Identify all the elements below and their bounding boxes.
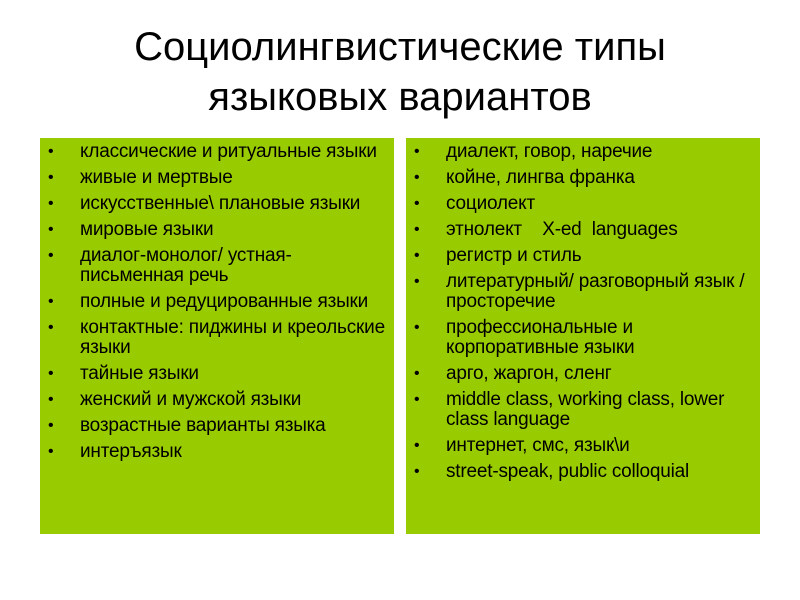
list-item (40, 168, 394, 188)
list-item-text: живые и мертвые (80, 167, 233, 188)
list-item-text: интеръязык (80, 441, 182, 462)
bullet-icon: • (48, 195, 54, 212)
left-panel (40, 138, 394, 534)
bullet-icon: • (48, 169, 54, 186)
bullet-icon: • (48, 293, 54, 310)
list-item (40, 220, 394, 240)
list-item (406, 462, 760, 482)
list-item (406, 142, 760, 162)
list-item (406, 390, 760, 430)
list-item (406, 364, 760, 384)
right-panel (406, 138, 760, 534)
bullet-icon: • (48, 365, 54, 382)
list-item (406, 194, 760, 214)
list-item-text: street-speak, public colloquial (446, 461, 690, 482)
list-item (40, 194, 394, 214)
list-item (40, 142, 394, 162)
bullet-icon: • (48, 143, 54, 160)
list-item-text: литературный/ разговорный язык / просторечие (446, 271, 745, 312)
bullet-icon: • (414, 365, 420, 382)
list-item-text: социолект (446, 193, 536, 214)
bullet-icon: • (414, 169, 420, 186)
bullet-icon: • (48, 319, 54, 336)
bullet-icon: • (414, 319, 420, 336)
bullet-icon: • (414, 273, 420, 290)
list-item-text: контактные: пиджины и креольские языки (80, 317, 385, 358)
list-item-text: диалект, говор, наречие (446, 141, 653, 162)
bullet-icon: • (48, 247, 54, 264)
list-item (40, 292, 394, 312)
bullet-icon: • (414, 437, 420, 454)
list-item-text: мировые языки (80, 219, 214, 240)
list-item-text: тайные языки (80, 363, 199, 384)
list-item-text: регистр и стиль (446, 245, 582, 266)
list-item (40, 390, 394, 410)
bullet-icon: • (414, 143, 420, 160)
list-item (40, 246, 394, 286)
list-item-text: полные и редуцированные языки (80, 291, 369, 312)
list-item-text: этнолект X-ed languages (446, 219, 678, 240)
list-item-text: диалог-монолог/ устная-письменная речь (80, 245, 292, 286)
bullet-icon: • (48, 417, 54, 434)
bullet-icon: • (48, 443, 54, 460)
list-item-text: койне, лингва франка (446, 167, 635, 188)
left-bullet-list (40, 138, 394, 462)
bullet-icon: • (414, 195, 420, 212)
bullet-icon: • (414, 221, 420, 238)
list-item-text: искусственные\ плановые языки (80, 193, 361, 214)
list-item-text: женский и мужской языки (80, 389, 302, 410)
list-item-text: возрастные варианты языка (80, 415, 326, 436)
list-item (40, 416, 394, 436)
list-item (406, 436, 760, 456)
list-item-text: middle class, working class, lower class language (446, 389, 725, 430)
list-item-text: интернет, смс, язык\и (446, 435, 630, 456)
list-item (40, 364, 394, 384)
bullet-icon: • (48, 391, 54, 408)
list-item (406, 246, 760, 266)
list-item-text: арго, жаргон, сленг (446, 363, 612, 384)
slide-title (0, 22, 800, 122)
list-item (406, 220, 760, 240)
list-item (40, 442, 394, 462)
bullet-icon: • (414, 391, 420, 408)
list-item-text: профессиональные и корпоративные языки (446, 317, 635, 358)
right-bullet-list (406, 138, 760, 482)
slide-title-line-2: языковых вариантов (208, 75, 592, 119)
list-item (406, 318, 760, 358)
list-item (40, 318, 394, 358)
slide-title-line-1: Социолингвистические типы (134, 25, 666, 69)
list-item (406, 272, 760, 312)
bullet-icon: • (414, 247, 420, 264)
bullet-icon: • (48, 221, 54, 238)
bullet-icon: • (414, 463, 420, 480)
list-item-text: классические и ритуальные языки (80, 141, 377, 162)
list-item (406, 168, 760, 188)
